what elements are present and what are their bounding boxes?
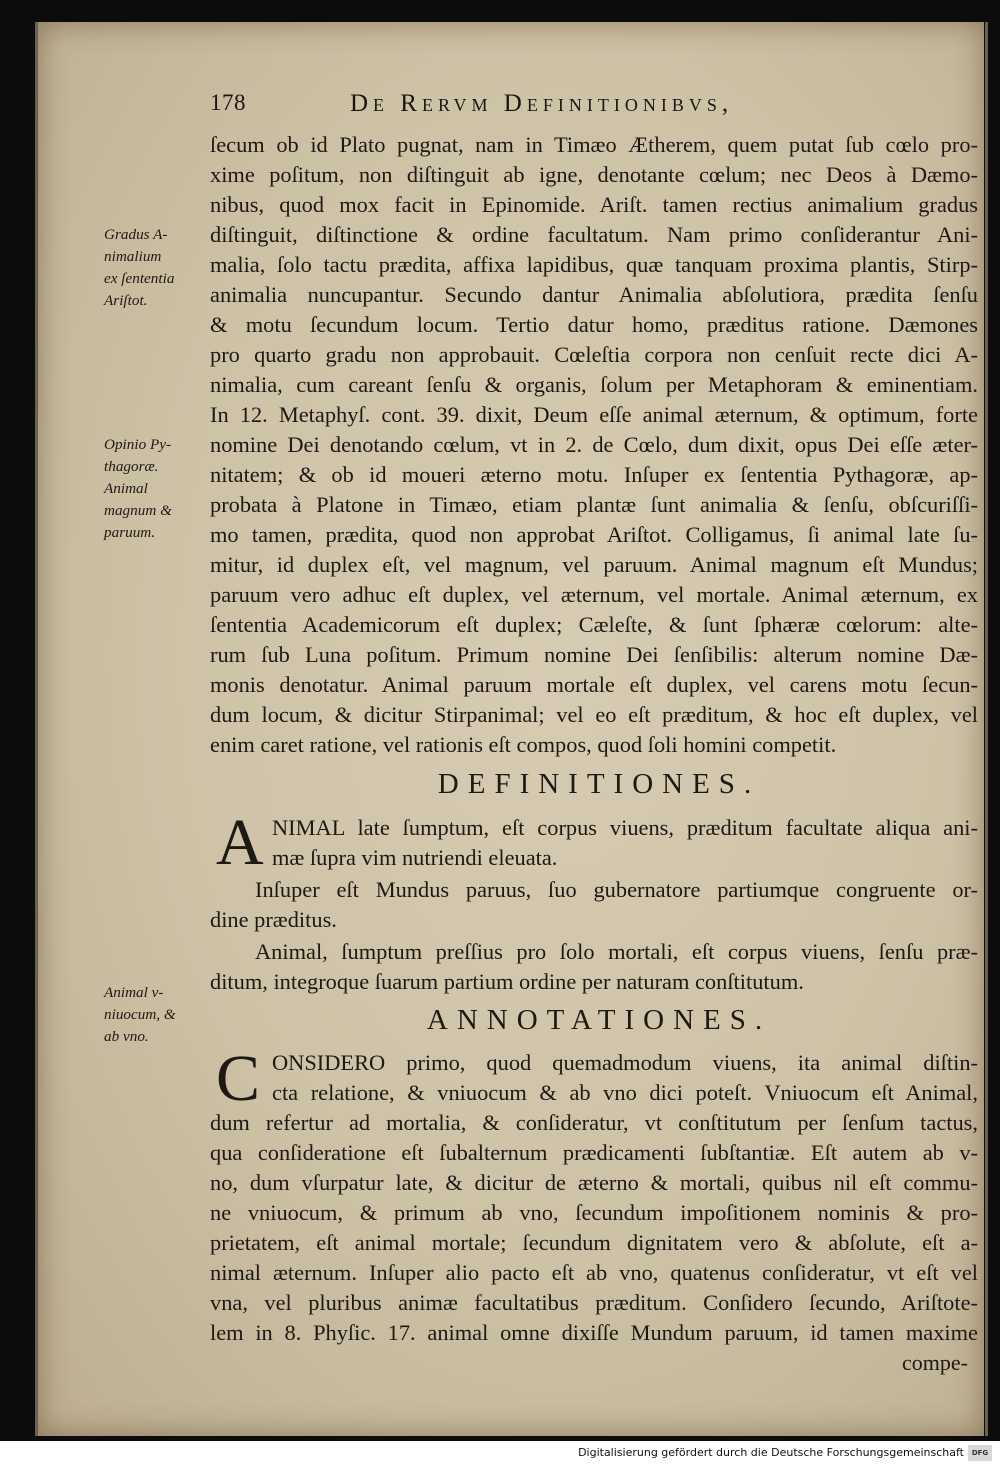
text-line: In 12. Metaphyſ. cont. 39. dixit, Deum eſſe animal æternum, & optimum, forte [210, 402, 978, 427]
annotation-line: ONSIDERO primo, quod quemadmodum viuens, ita animal diſtin- [272, 1050, 978, 1075]
marginal-note-line: thagoræ. [104, 458, 159, 475]
footer-funding-text: Digitalisierung gefördert durch die Deutsche Forschungsgemeinschaft [578, 1446, 964, 1459]
text-line: animalia nuncupantur. Secundo dantur Animalia abſolutiora, prædita ſenſu [210, 282, 978, 307]
marginal-note-line: Ariſtot. [104, 292, 148, 309]
text-line: malia, ſolo tactu prædita, affixa lapidibus, quæ tanquam proxima plantis, Stirp- [210, 252, 978, 277]
marginal-note-line: Gradus A- [104, 226, 168, 243]
text-line: nomine Dei denotando cœlum, vt in 2. de Cœlo, dum dixit, opus Dei eſſe æter- [210, 432, 978, 457]
text-line: nibus, quod mox facit in Epinomide. Ariſt. tamen rectius animalium gradus [210, 192, 978, 217]
text-line: nimalia, cum careant ſenſu & organis, ſolum per Metaphoram & eminentiam. [210, 372, 978, 397]
dfg-logo-icon: DFG [968, 1445, 992, 1461]
marginal-note-line: Opinio Py- [104, 436, 172, 453]
page-edge-right [985, 22, 988, 1436]
drop-cap: C [216, 1042, 261, 1115]
text-line: paruum vero adhuc eſt duplex, vel æternum, vel mortale. Animal æternum, ex [210, 582, 978, 607]
marginal-note [104, 224, 212, 312]
annotation-line: no, dum vſurpatur late, & dicitur de æterno & mortali, quibus nil eſt commu- [210, 1170, 978, 1195]
annotation-line: lem in 8. Phyſic. 17. animal omne dixiſſe Mundum paruum, id tamen maxime [210, 1320, 978, 1345]
annotation-line: ne vniuocum, & primum ab vno, ſecundum impoſitionem nominis & pro- [210, 1200, 978, 1225]
text-line: xime poſitum, non diſtinguit ab igne, denotante cœlum; nec Deos à Dæmo- [210, 162, 978, 187]
annotation-line: vna, vel pluribus animæ facultatibus præditum. Conſidero ſecundo, Ariſtote- [210, 1290, 978, 1315]
annotation-line: dum refertur ad mortalia, & conſideratur, vt conſtitutum per ſenſum tactus, [210, 1110, 978, 1135]
marginal-note [104, 982, 212, 1048]
text-line: mitur, id duplex eſt, vel magnum, vel paruum. Animal magnum eſt Mundus; [210, 552, 978, 577]
marginal-note-line: Animal [104, 480, 148, 497]
page-number: 178 [210, 90, 246, 115]
marginal-note-line: nimalium [104, 248, 162, 265]
running-header [210, 90, 988, 122]
definition-line: Animal, ſumptum preſſius pro ſolo mortali, eſt corpus viuens, ſenſu præ- [255, 939, 978, 964]
section-heading-annotationes: ANNOTATIONES. [426, 1004, 772, 1036]
footer-bar [0, 1441, 1000, 1468]
text-line: nitatem; & ob id moueri æterno motu. Inſuper ex ſententia Pythagoræ, ap- [210, 462, 978, 487]
marginal-note-line: paruum. [104, 524, 156, 541]
marginal-note-line: ab vno. [104, 1028, 149, 1045]
definition-line: dine præditus. [210, 907, 337, 932]
annotation-line: nimal æternum. Inſuper alio pacto eſt ab vno, quatenus conſideratur, vt eſt vel [210, 1260, 978, 1285]
text-line: diſtinguit, diſtinctione & ordine facultatum. Nam primo conſiderantur Ani- [210, 222, 978, 247]
definition-line: mæ ſupra vim nutriendi eleuata. [272, 845, 558, 870]
text-line: ſecum ob id Plato pugnat, nam in Timæo Ætherem, quem putat ſub cœlo pro- [210, 132, 978, 157]
section-heading-definitiones: DEFINITIONES. [437, 768, 761, 800]
annotation-line: qua conſideratione eſt ſubalternum prædicamenti ſubſtantiæ. Eſt autem ab v- [210, 1140, 978, 1165]
marginal-note-line: magnum & [104, 502, 172, 519]
text-line: & motu ſecundum locum. Tertio datur homo, præditus ratione. Dæmones [210, 312, 978, 337]
text-line: rum ſub Luna poſitum. Primum nomine Dei ſenſibilis: alterum nomine Dæ- [210, 642, 978, 667]
marginal-note-line: Animal v- [104, 984, 164, 1001]
definition-line: Inſuper eſt Mundus paruus, ſuo gubernatore partiumque congruente or- [255, 877, 978, 902]
text-line: monis denotatur. Animal paruum mortale eſt duplex, vel carens motu ſecun- [210, 672, 978, 697]
running-title: De Rervm Definitionibvs, [350, 90, 734, 117]
drop-cap: A [216, 806, 264, 879]
annotation-line: cta relatione, & vniuocum & ab vno dici poteſt. Vniuocum eſt Animal, [272, 1080, 978, 1105]
catchword: compe- [902, 1350, 968, 1375]
text-line: probata à Platone in Timæo, etiam plantæ ſunt animalia & ſenſu, obſcuriſſi- [210, 492, 978, 517]
text-line: enim caret ratione, vel rationis eſt compos, quod ſoli homini competit. [210, 732, 837, 757]
marginal-note [104, 434, 212, 544]
definition-line: NIMAL late ſumptum, eſt corpus viuens, præditum facultate aliqua ani- [272, 815, 978, 840]
marginal-note-line: niuocum, & [104, 1006, 176, 1023]
annotation-line: prietatem, eſt animal mortale; ſecundum dignitatem vero & abſolute, eſt a- [210, 1230, 978, 1255]
text-line: dum locum, & dicitur Stirpanimal; vel eo eſt præditum, & hoc eſt duplex, vel [210, 702, 978, 727]
text-line: ſententia Academicorum eſt duplex; Cæleſte, & ſunt ſphæræ cœlorum: alte- [210, 612, 978, 637]
marginal-note-line: ex ſententia [104, 270, 175, 287]
text-line: pro quarto gradu non approbauit. Cœleſtia corpora non cenſuit recte dici A- [210, 342, 978, 367]
definition-line: ditum, integroque ſuarum partium ordine per naturam conſtitutum. [210, 969, 804, 994]
text-line: mo tamen, prædita, quod non approbat Ariſtot. Colligamus, ſi animal late ſu- [210, 522, 978, 547]
